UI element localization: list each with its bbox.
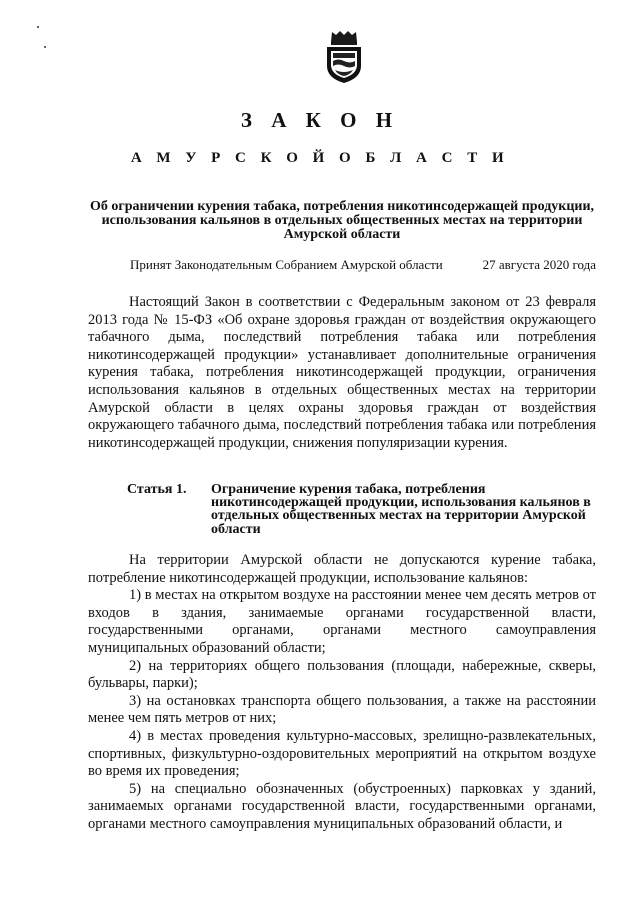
preamble-paragraph: Настоящий Закон в соответствии с Федеральным законом от 23 февраля 2013 года № 15-ФЗ «Об охране здоровья граждан от воздействия окружающего табачного дыма, последствий потребления табака или потребления никотинсодержащей продукции» устанавливает дополнительные ограничения курения табака, потребления никотинсодержащей продукции, ограничения использования кальянов в отдельных общественных местах на территории Амурской области в целях охраны здоровья граждан от воздействия окружающего табачного дыма, последствий потребления табака или потребления никотинсодержащей продукции, снижения популяризации курения. [88, 294, 596, 451]
article-number: Статья 1. [127, 482, 187, 497]
list-item: 4) в местах проведения культурно-массовых, зрелищно-развлекательных, спортивных, физкультурно-оздоровительных мероприятий на открытом воздухе во время их проведения; [88, 727, 596, 780]
list-item: 1) в местах на открытом воздухе на расстоянии менее чем десять метров от входов в здания, занимаемые органами государственной власти, государственными органами, органами местного самоуправления муниципальных образований области; [88, 587, 596, 656]
adoption-line [130, 257, 596, 272]
article-title: Ограничение курения табака, потребления никотинсодержащей продукции, использования кальянов в отдельных общественных местах на территории Амурской области [211, 482, 591, 537]
article-body [88, 552, 596, 834]
region-subtitle: А М У Р С К О Й О Б Л А С Т И [130, 150, 510, 166]
adoption-date: 27 августа 2020 года [482, 257, 596, 272]
preamble [88, 294, 596, 452]
law-title: З А К О Н [240, 108, 400, 132]
list-item: 3) на остановках транспорта общего пользования, а также на расстоянии менее чем пять метров от них; [88, 692, 596, 727]
coat-of-arms-icon [324, 30, 364, 84]
law-heading: Об ограничении курения табака, потребления никотинсодержащей продукции, использования кальянов в отдельных общественных местах на территории Амурской области [89, 199, 595, 242]
scan-speck [44, 46, 46, 48]
article-intro: На территории Амурской области не допускаются курение табака, потребление никотинсодержащей продукции, использование кальянов: [88, 552, 596, 586]
list-item: 5) на специально обозначенных (обустроенных) парковках у зданий, занимаемых органами государственной власти, государственными органами, органами местного самоуправления муниципальных образований области, и [88, 780, 596, 832]
scan-speck [37, 26, 39, 28]
list-item: 2) на территориях общего пользования (площади, набережные, скверы, бульвары, парки); [88, 657, 596, 692]
adopted-by: Принят Законодательным Собранием Амурской области [130, 257, 443, 272]
